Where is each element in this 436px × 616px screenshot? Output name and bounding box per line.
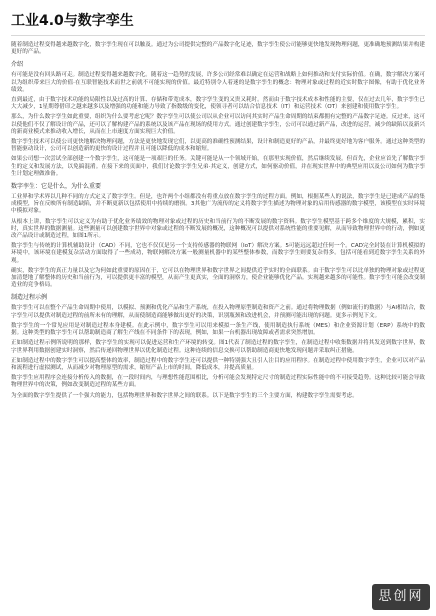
paragraph: 正如制造过程示例所说明的那样，数字孪生的实现可以促进运营和生产环境的转变。图1代表了制造过程的数字孪生，在制造过程中收集数据并将其发送到数字世界，数字世界利用数据创建实时洞察，然后传递回物理世界以优化制造过程。这种连续的信息交换可以帮助制造商更快地发现问题并采取纠正措施。 [11, 340, 425, 354]
paragraph: 那么，为什么数字孪生如此重要，组织为什么要考虑它呢？数字孪生可以使公司以从企业可以访问其实时产品生命周期的结束都拥有完整的产品数字足迹。反过来，这可以使他们不仅了解设计的产品，还可以了解构建产品的系统以及该产品在现场的使用方式。通过创建数字孪生，公司可以通过新产品，改进的运营，减少的缺陷以及新兴的新商业模式来推动收入增长，从而在上市速度方面实现巨大价值。 [11, 114, 425, 135]
paragraph: 有可能是没有回头路可走。制造过程变得越来越数字化。随着这一趋势的发展，许多公司经常难以确定在运营和战略上如何推动和支付实际价值。在确，数字解决方案可以为组织带来巨大的价值·在互联智能技术而世之前就不可能实现的价值。最近特别令人着迷的是数字孪生的概念：物理对象或过程的近实时数字图像，有助于优化业务绩效。 [11, 72, 425, 93]
intro-paragraph: 随着制造过程变得越来越数字化，数字孪生现在可以触及。通过为公司提供完整的产品数字化足迹，数字孪生使公司能够更快地发现物理问题，更准确地预测结果并构建更好的产品。 [11, 42, 425, 56]
paragraph: 正如制造过程中的数字孪生可以提高整体的效率，制造过程中的数字孪生还可以提供一种特别强大且引人注目的应用程序。在制造过程中使用数字孪生，企业可以对产品和流程进行虚拟测试，从而减少对物理原型的需求，缩短产品上市的时间，降低成本，并提高质量。 [11, 357, 425, 371]
paragraph: 数字孪生与传统的计算机辅助设计（CAD）不同，它也不仅仅是另一个支持传感器的物联网（IoT）解决方案。5可能远远超过任何一个。CAD完全封装在计算机模拟的环境中，该环境在建模复杂活动方面取得了一些成功，物联网解决方案一般测量机器中的某些整体参数，而数字孪生则要复杂得多。包括可能看到近数字孪生关系的外观。 [11, 243, 425, 264]
paragraph: 从根本上讲，数字孪生可以定义为有助于优化业务绩效的物理对象或过程的历史和当前行为的不断发展的数字资料。数字孪生模型基于跨多个维度的大规模，累积，实时，真实世界的数据测量。这些测量可以创建数字世界中对象或过程的不断发展的概况，这种概况可以提供对系统性能的重要见解，从而导致物理世界中的行动，例如更改产品设计或制造过程，如图1所示。 [11, 218, 425, 240]
paragraph: 数字孪生的一个常见应用是对制造过程本身建模。在此示例中，数字孪生可以用来模拟一条生产线，使用制造执行系统（MES）和企业资源计划（ERP）系统中的数据。这种类型的数字孪生可以帮助制造商了解生产线在不同条件下的表现，例如，如果一台机器出现故障或者需求突然增加。 [11, 322, 425, 337]
paragraph: 工业界和学术界以几种不同的方式定义了数字孪生。但是，也许两个小组都没有将重点放在数字孪生的过程方面。例如，根据某些人的说法，数字孪生是已建成产品的集成模型，旨在反映所有制造缺陷，并不断更新以包括使用中持续的磨损。3其他广为流传的定义将数字孪生描述为物理对象的启用传感器的数字模型，该模型在实时环境中模拟对象。 [11, 194, 425, 215]
site-logo-watermark: 思创网 [372, 584, 430, 610]
section-heading-example: 制造过程示例 [11, 294, 48, 302]
page-title: 工业4.0与数字孪生 [11, 13, 134, 29]
section-heading-what-is: 数字孪生：它是什么，为什么重要 [11, 183, 102, 191]
paragraph: 直到最近，由于数字技术功能的局限性以及过高的计算、存储和带宽成本，数字孪生变的又贵又耗时。然而由于数字技术成本和性能的主要，仅在过去几年，数字孪生已大大减少，1星期尊借印之越来越多以及增强的功能和能力导致了指数级的变化，使领寻者可以结合信息技术（IT）和运营技术（OT）来创建和使用数字孪生。 [11, 97, 425, 111]
paragraph: 如果公司想一次尝试全部创建一个数字孪生，这可能是一项艰巨的任务。关键可能是从一个领域开始，在那里实现价值，然后继续发展。但首先，企业应首先了解数字孪生的定义和发展方法，以免搞混淆。在接下来的页面中，我们讨论数字孪生兄弟·其定义，创建方式，如何驱动价值，并在现实世界中的典型应用以及公司如何为数字孪生计划定理做准备。 [11, 156, 425, 177]
paragraph: 数字孪生技术可以使公司更快地解决物理问题，方法是更快地发现它们，以更高的准确性预测结果，设计和制造更好的产品，并最终更好地为客户服务。通过这种类型的智能驱动设计，公司可以创造新的更快的设计过程并且可能以降低的成本和缩短。 [11, 139, 425, 153]
section-heading-intro: 介绍 [11, 61, 24, 69]
title-divider [11, 35, 425, 36]
paragraph: 确实，数字孪生的真正力量以及它为何如此重要的原因在于，它可以在物理世界和数字世界之间提供近乎实时的全面联系。由于数字孪生可以比单独的物理对象或过程更加清楚地了解整体的历史和当前行为，可以提供更丰富的模型，从而产生更真实，全面的洞察力，使企业能够优化产品。实现越来越多的可能性。数字孪生可能会改变制造业的竞争格局。 [11, 267, 425, 289]
paragraph: 数字孪生应用程序会连接分析传入的数据，在一段时间内，与理想性能范围相比，分析可能会发现特定尺寸的制造过程实际性能中的不可接受趋势。这种比较可能会导致物理世界中的决策，例如改变制造过程的某些方面。 [11, 375, 425, 389]
paragraph: 数字孪生可以在整个产品生命周期中使用，以模拟、预测和优化产品和生产系统，在投入物理原型制造和资产之前。通过将物理数据（例如流行的数据）与AI相结合，数字孪生可以提供对制造过程的前所未有的理解，从而使制造商能够做出更好的决策，识别瓶颈和改进机会，并预测可能出现的问题。更多示例见下文。 [11, 305, 425, 319]
paragraph: 为全面的数字孪生提供了一个强大的能力，包括物理世界和数字世界之间的联系。以下是数字孪生的三个主要方面，构建数字孪生需要考虑。 [11, 392, 358, 399]
